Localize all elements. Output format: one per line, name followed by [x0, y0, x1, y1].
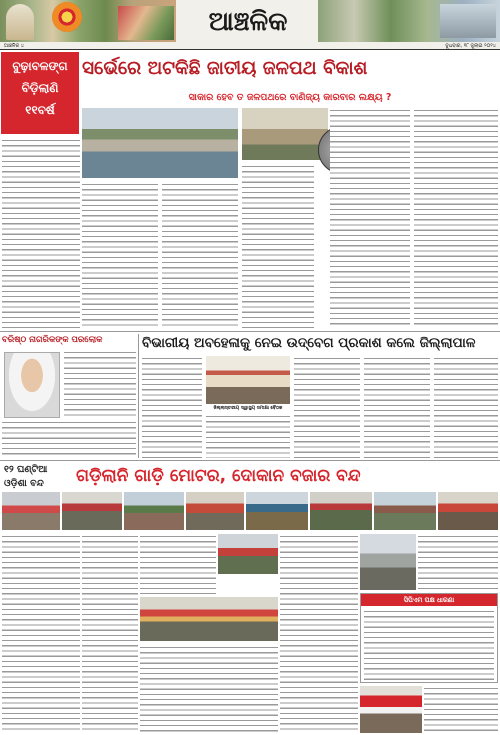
divider-2 [0, 460, 500, 461]
story4-col2-text [82, 534, 138, 733]
story2-col1-text [142, 356, 202, 458]
wheel-emblem [52, 2, 82, 32]
factory-image [440, 4, 496, 38]
story2-photo-caption: ଜିଲ୍ଲାସ୍ତରୀୟ ସ୍ୱାସ୍ଥ୍ୟ ସମୀକ୍ଷା ବୈଠକ [213, 406, 283, 411]
story2-col4-text [364, 356, 430, 458]
protest-photo-4 [186, 492, 244, 530]
cpm-box [360, 593, 498, 683]
meeting-photo [206, 356, 290, 404]
story4-col5-text [280, 534, 358, 733]
story4-kicker-line1: ୧୨ ଘଣ୍ଟିଆ [4, 464, 48, 475]
protest-photo-6 [310, 492, 372, 530]
protest-photo-1 [2, 492, 60, 530]
page-label: ଆଞ୍ଚଳିକ ୪ [4, 43, 24, 49]
story1-sidebar [1, 52, 79, 134]
story2-col5-text [434, 356, 498, 458]
canal-photo [82, 108, 238, 178]
obituary-portrait [4, 352, 60, 418]
story4-col6-text [418, 534, 498, 590]
story1-subhead: ସାକାର ହେବ ତ ଜଳପଥରେ ବାଣିଜ୍ୟ କାରବାର ଲକ୍ଷ୍ୟ ? [188, 92, 392, 103]
story4-kicker-line2: ଓଡ଼ିଶା ବନ୍ଦ [4, 478, 44, 489]
story1-col4-text [242, 164, 314, 328]
section-title: ଆଞ୍ଚଳିକ [208, 7, 288, 37]
cpm-box-title: ସିପିଏମ ପକ୍ଷ ଧାରଣା [361, 594, 497, 606]
people-walking-photo [242, 108, 328, 160]
story3-text-right [64, 350, 136, 418]
story2-col2-text [206, 414, 290, 458]
story2-col3-text [294, 356, 360, 458]
story4-col4-text [140, 645, 278, 733]
banner-photo [360, 686, 422, 733]
story4-col7-text [424, 686, 498, 733]
divider-1 [0, 331, 500, 332]
story4-col1-text [2, 534, 80, 733]
date-line: ବୁଧବାର, ୧୮ ଜୁଲାଇ ୨୦୨୪ [445, 43, 496, 49]
story2-headline: ବିଭାଗୀୟ ଅବହେଳାକୁ ନେଇ ଉଦ୍‌ବେଗ ପ୍ରକାଶ କଲେ ଜିଲ୍ଲାପାଳ [142, 335, 476, 351]
story3-headline: ବରିଷ୍ଠ ନାଗରିକଙ୍କ ପରଲୋକ [2, 335, 103, 345]
crowd-image [118, 6, 174, 40]
protest-photo-8 [438, 492, 498, 530]
story1-sidebar-text: ବୁଢ଼ାବଳଙ୍ଗ ବିଡ଼ିଲାଣି ୧୧ବର୍ଷ [12, 59, 68, 117]
protest-photo-5 [246, 492, 308, 530]
story1-col3-text [162, 182, 238, 328]
crowd-photo-wide [140, 597, 278, 641]
protest-photo-7 [374, 492, 436, 530]
divider-vertical-1 [138, 334, 139, 458]
protest-photo-3 [124, 492, 184, 530]
story4-col3-text [140, 534, 216, 594]
story1-col5-text [330, 108, 410, 328]
cpm-box-text [364, 609, 494, 681]
story1-col6-text [414, 108, 498, 328]
story3-text-bottom [2, 420, 136, 458]
story1-col2-text [82, 182, 158, 328]
rally-photo-small [218, 534, 278, 574]
story4-headline: ଗଡ଼ିଲାନି ଗାଡ଼ି ମୋଟର, ଦୋକାନ ବଜାର ବନ୍ଦ [76, 466, 361, 486]
temple-image [6, 4, 34, 40]
story1-headline: ସର୍ଭେରେ ଅଟକିଛି ଜାତୀୟ ଜଳପଥ ବିକାଶ [82, 58, 368, 79]
street-photo [360, 534, 416, 590]
story1-col1-text [2, 138, 80, 328]
masthead [0, 0, 500, 50]
protest-photo-2 [62, 492, 122, 530]
